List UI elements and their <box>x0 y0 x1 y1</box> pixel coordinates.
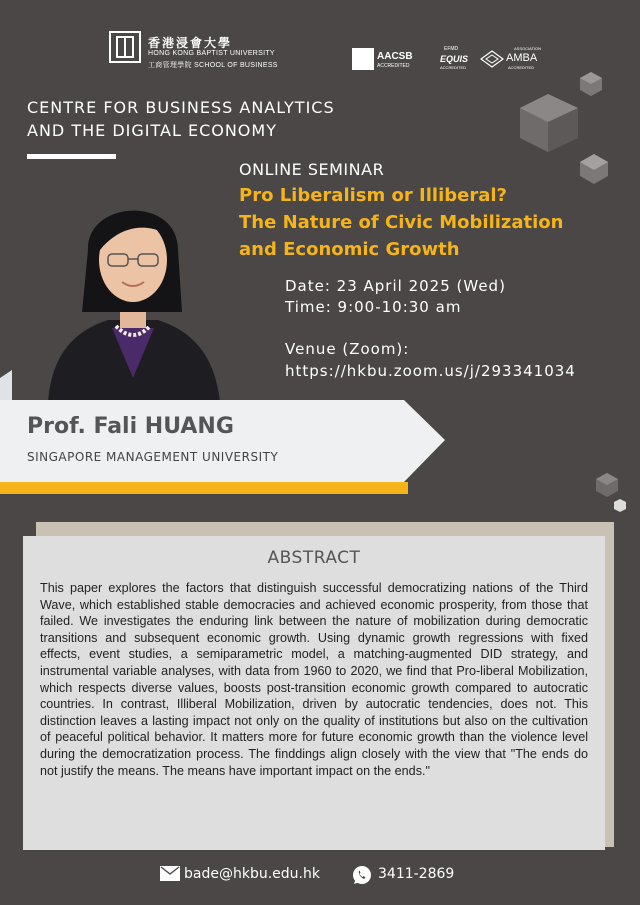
equis-badge: EFMD EQUIS ACCREDITED <box>440 46 469 70</box>
contact-phone[interactable]: 3411-2869 <box>378 866 455 882</box>
zoom-link[interactable]: https://hkbu.zoom.us/j/293341034 <box>285 362 576 380</box>
hkbu-logo-icon <box>108 30 142 64</box>
university-name-english: HONG KONG BAPTIST UNIVERSITY <box>148 50 275 57</box>
venue-label: Venue (Zoom): <box>285 340 410 358</box>
contact-email[interactable]: bade@hkbu.edu.hk <box>184 866 320 882</box>
centre-name: CENTRE FOR BUSINESS ANALYTICS AND THE DIGITAL ECONOMY <box>27 98 335 140</box>
email-icon <box>160 866 180 881</box>
speaker-name: Prof. Fali HUANG <box>27 414 234 439</box>
speaker-photo <box>38 180 228 402</box>
divider <box>27 154 116 159</box>
seminar-title: Pro Liberalism or Illiberal? The Nature of Civic Mobilization and Economic Growth <box>239 185 564 260</box>
seminar-date: Date: 23 April 2025 (Wed) <box>285 277 506 295</box>
seminar-time: Time: 9:00-10:30 am <box>285 298 462 316</box>
abstract-text: This paper explores the factors that distinguish successful democratizing nations of the Third Wave, which established stable democracies and achieved economic prosperity, from those that failed. We investigates the enduring link between the nature of mobilization during democratic transitions and subsequent economic growth. Using dynamic growth regressions with fixed effects, event studies, a semiparametric model, a matching-augmented DID strategy, and instrumental variable analyses, with data from 1960 to 2020, we find that Pro-liberal Mobilization, which respects diverse values, boosts post-transition economic growth compared to autocratic countries. In contrast, Illiberal Mobilization, driven by autocratic tendencies, does not. This distinction leaves a lasting impact not only on the quality of institutions but also on the cultivation of peaceful political behavior. It matters more for future economic growth than the violence level during the democratization process. The finddings align closely with the view that "The ends do not justify the means. The means have important impact on the ends." <box>40 581 588 778</box>
whatsapp-icon <box>352 865 372 885</box>
speaker-affiliation: SINGAPORE MANAGEMENT UNIVERSITY <box>27 450 279 464</box>
amba-badge: ASSOCIATION AMBA ACCREDITED <box>478 46 540 72</box>
seminar-type: ONLINE SEMINAR <box>239 160 385 179</box>
aacsb-badge: AACSB ACCREDITED <box>352 46 434 72</box>
abstract-title: ABSTRACT <box>267 548 361 568</box>
university-name-chinese: 香港浸會大學 <box>148 36 233 50</box>
school-name: 工商管理學院 SCHOOL OF BUSINESS <box>148 62 278 69</box>
